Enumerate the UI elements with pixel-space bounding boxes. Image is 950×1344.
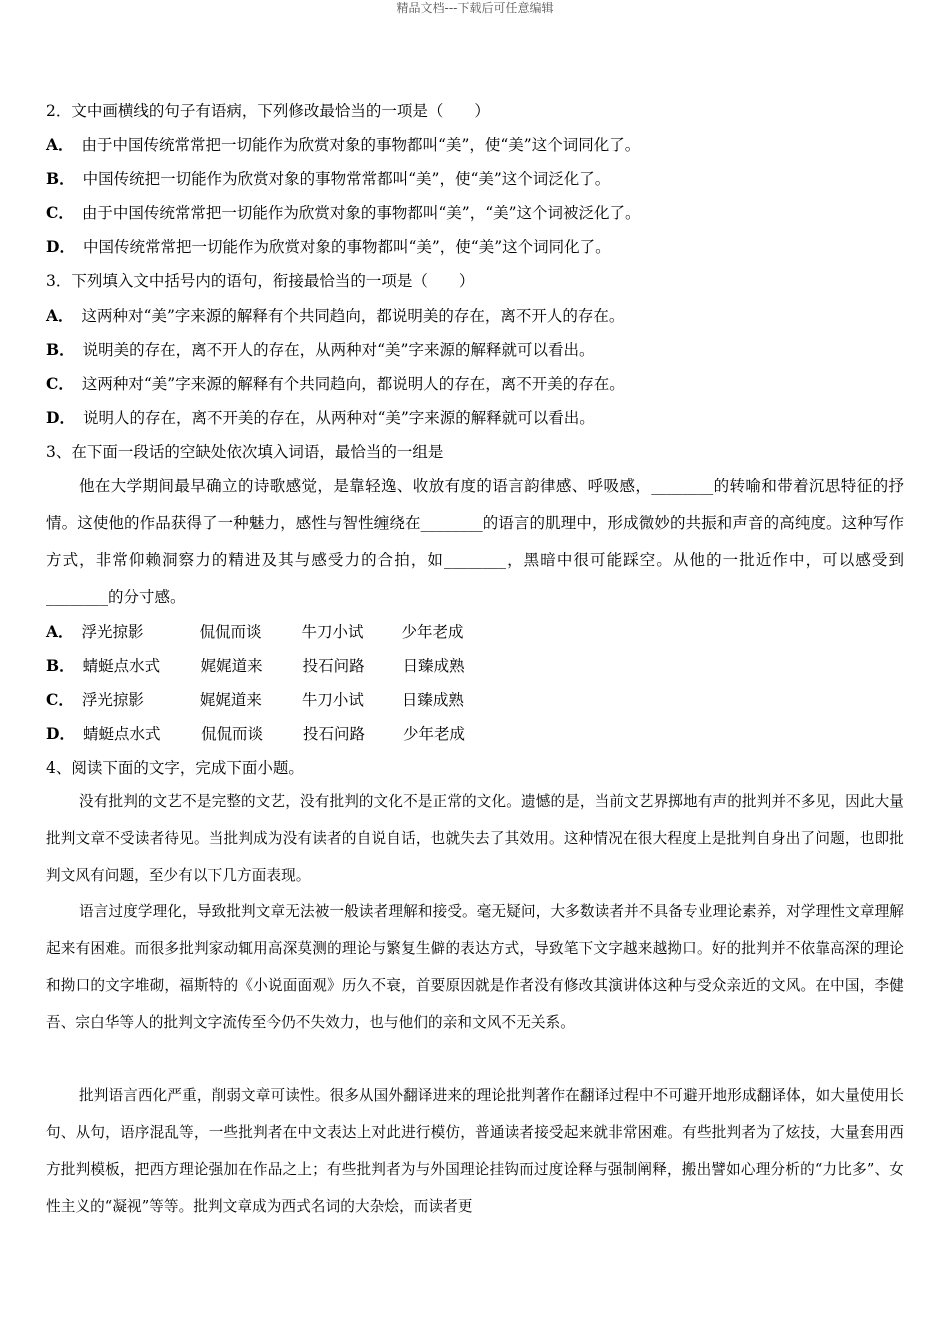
q3a-option-b [46, 340, 594, 360]
q2-option-a [46, 135, 640, 155]
q3b-option-a [46, 622, 464, 642]
option-text: 中国传统常常把一切能作为欣赏对象的事物都叫“美”，使“美”这个词同化了。 [82, 238, 611, 256]
q4-paragraph-2: 语言过度学理化，导致批判文章无法被一般读者理解和接受。毫无疑问，大多数读者并不具备专业理论素养，对学理性文章理解起来有困难。而很多批判家动辄用高深莫测的理论与繁复生僻的表达方式，导致笔下文字越来越拗口。好的批判并不依靠高深的理论和拗口的文字堆砌，福斯特的《小说面面观》历久不衰，首要原因就是作者没有修改其演讲体这种与受众亲近的文风。在中国，李健吾、宗白华等人的批判文字流传至今仍不失效力，也与他们的亲和文风不无关系。 [46, 903, 904, 1031]
option-letter: D． [46, 408, 75, 427]
q3b-option-b [46, 656, 465, 676]
q4-paragraph-3: 批判语言西化严重，削弱文章可读性。很多从国外翻译进来的理论批判著作在翻译过程中不可避开地形成翻译体，如大量使用长句、从句，语序混乱等，一些批判者在中文表达上对此进行模仿，普通读者接受起来就非常困难。有些批判者为了炫技，大量套用西方批判模板，把西方理论强加在作品之上；有些批判者为与外国理论挂钩而过度诠释与强制阐释，搬出譬如心理分析的“力比多”、女性主义的“凝视”等等。批判文章成为西式名词的大杂烩，而读者更 [46, 1087, 904, 1215]
q3b-option-d [46, 724, 465, 744]
q3b-option-c [46, 690, 464, 710]
option-word: 蜻蜓点水式 [82, 725, 161, 743]
option-letter: B． [46, 169, 75, 188]
q2-stem: 2．文中画横线的句子有语病，下列修改最恰当的一项是（ ） [46, 102, 490, 120]
option-letter: A． [46, 306, 74, 325]
q3a-option-a [46, 306, 624, 326]
option-word: 浮光掠影 [81, 623, 144, 641]
option-word: 少年老成 [402, 725, 465, 743]
option-word: 浮光掠影 [81, 691, 144, 709]
option-letter: A． [46, 622, 74, 641]
option-word: 牛刀小试 [301, 623, 364, 641]
option-word: 投石问路 [302, 657, 365, 675]
option-word: 娓娓道来 [199, 691, 262, 709]
q2-option-c [46, 203, 641, 223]
option-word: 蜻蜓点水式 [82, 657, 161, 675]
option-letter: B． [46, 340, 75, 359]
option-word: 投石问路 [302, 725, 365, 743]
option-letter: C． [46, 374, 74, 393]
option-text: 这两种对“美”字来源的解释有个共同趋向，都说明美的存在，离不开人的存在。 [81, 307, 625, 325]
option-word: 少年老成 [401, 623, 464, 641]
q3a-option-c [46, 374, 625, 394]
option-text: 中国传统把一切能作为欣赏对象的事物常常都叫“美”，使“美”这个词泛化了。 [82, 170, 611, 188]
option-word: 日臻成熟 [401, 691, 464, 709]
option-text: 这两种对“美”字来源的解释有个共同趋向，都说明人的存在，离不开美的存在。 [81, 375, 625, 393]
option-text: 说明人的存在，离不开美的存在，从两种对“美”字来源的解释就可以看出。 [82, 409, 595, 427]
q3b-stem: 3、在下面一段话的空缺处依次填入词语，最恰当的一组是 [46, 443, 444, 461]
option-letter: D． [46, 237, 75, 256]
q2-option-d [46, 237, 611, 257]
option-word: 牛刀小试 [301, 691, 364, 709]
option-letter: D． [46, 724, 75, 743]
q3b-passage: 他在大学期间最早确立的诗歌感觉，是靠轻逸、收放有度的语言韵律感、呼吸感，________的转喻和带着沉思特征的抒情。这使他的作品获得了一种魅力，感性与智性缠绕在________的语言的肌理中，形成微妙的共振和声音的高纯度。这种写作方式，非常仰赖洞察力的精进及其与感受力的合拍，如________，黑暗中很可能踩空。从他的一批近作中，可以感受到________的分寸感。 [46, 477, 904, 606]
option-word: 日臻成熟 [402, 657, 465, 675]
option-letter: B． [46, 656, 75, 675]
option-text: 由于中国传统常常把一切能作为欣赏对象的事物都叫“美”，“美”这个词被泛化了。 [81, 204, 641, 222]
option-text: 说明美的存在，离不开人的存在，从两种对“美”字来源的解释就可以看出。 [82, 341, 595, 359]
option-word: 侃侃而谈 [199, 623, 262, 641]
option-letter: A． [46, 135, 74, 154]
q3a-stem: 3．下列填入文中括号内的语句，衔接最恰当的一项是（ ） [46, 272, 475, 290]
page-header: 精品文档---下载后可任意编辑 [396, 1, 554, 15]
option-letter: C． [46, 203, 74, 222]
option-text: 由于中国传统常常把一切能作为欣赏对象的事物都叫“美”，使“美”这个词同化了。 [81, 136, 641, 154]
q3a-option-d [46, 408, 595, 428]
q2-option-b [46, 169, 610, 189]
option-letter: C． [46, 690, 74, 709]
option-word: 侃侃而谈 [200, 725, 263, 743]
option-word: 娓娓道来 [200, 657, 263, 675]
q4-stem: 4、阅读下面的文字，完成下面小题。 [46, 759, 304, 777]
q4-paragraph-1: 没有批判的文艺不是完整的文艺，没有批判的文化不是正常的文化。遗憾的是，当前文艺界掷地有声的批判并不多见，因此大量批判文章不受读者待见。当批判成为没有读者的自说自话，也就失去了其效用。这种情况在很大程度上是批判自身出了问题，也即批判文风有问题，至少有以下几方面表现。 [46, 793, 904, 884]
